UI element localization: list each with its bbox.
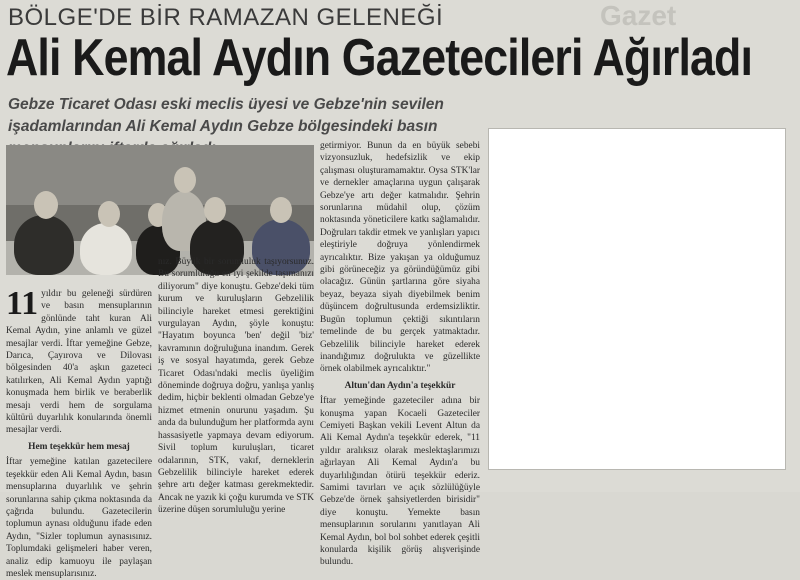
photo-face [204, 197, 226, 223]
photo-face [34, 191, 58, 219]
deck-subtitle: Gebze Ticaret Odası eski meclis üyesi ve Gebze'nin sevilen işadamlarından Ali Kemal Aydın Gebze bölgesindeki basın [8, 96, 444, 135]
article-column-1 [6, 285, 152, 580]
headline: Ali Kemal Aydın Gazetecileri Ağırladı [6, 29, 753, 87]
drop-cap: 11 [6, 285, 39, 322]
column-text: nız. Büyük bir sorumluluk taşıyorsunuz. Bu sorumluluğu en iyi şekilde taşımanızı diliyorum" diye konuştu. Gebze'deki tüm kurum ve kuruluşların Gebzelilik bilinciyle hareket etmesi gerektiğini vurgulayan Aydın, şöyle konuştu: "Hayatım boyunca 'ben' değil 'biz' kavramının doğruluğuna inandım. Gerek iş ve sosyal hayatımda, gerek Gebze Ticaret Odası'ndaki meclis üyeliğim döneminde doğruya doğru, yanlışa yanlış dedim, hiçbir beklenti olmadan Gebze'ye hizmet etmenin onurunu yaşadım. Şu anda da bulunduğum her platformda aynı hassasiyetle yapmaya devam ediyorum. Sivil toplum kuruluşları, ticaret odalarının, STK, vakıf, derneklerin Gebzelilik bilinciyle hareket ederek şehre artı değer katması gerekmektedir. Ancak ne yazık ki çoğu kurumda ve STK üzerine düşen sorumluluğu yerine [158, 257, 314, 516]
column-text: İftar yemeğinde gazeteciler adına bir konuşma yapan Kocaeli Gazeteciler Cemiyeti Başkan vekili Levent Altun da Ali Kemal Aydın'a teşekkür ederek, "11 yıldır aralıksız olarak meslektaşlarımızı ağırlayan Ali Kemal Aydın'a bu duyarlılığından ötürü teşekkür ederiz. Samimi tavırları ve açık sözlülüğüyle Gebze'de örnek şahsiyetlerden birisidir" diye konuştu. Yemekte basın mensuplarının sorularını yanıtlayan Ali Kemal Aydın, bol bol sohbet ederek çeşitli konularda kişilik görüş alışverişinde bulundu. [320, 396, 480, 568]
subheading: Altun'dan Aydın'a teşekkür [344, 380, 456, 391]
column-text: İftar yemeğine katılan gazetecilere teşekkür eden Ali Kemal Aydın, basın mensuplarına duyarlılık ve şehrin sorunlarına sahip çıkma noktasında da çağrıda bulundu. Gazetecilerin toplumun aynası olduğunu ifade eden Aydın, "Sizler toplumun aynasısınız. Toplumdaki gelişmeleri haber veren, analiz edip kamuoyu ile paylaşan meslek mensuplarısınız. [6, 457, 152, 579]
blank-advertisement-area [488, 128, 786, 470]
article-column-2 [158, 256, 314, 517]
column-text: yıldır bu geleneği sürdüren ve basın mensuplarının gönlünde taht kuran Ali Kemal Aydın, yine anlamlı ve güzel mesajlar verdi. İftar yemeğine Gebze, Darıca, Çayırova ve Dilovası bölgesinden 40'a aşkın gazeteci katılırken, Ali Kemal Aydın yaptığı konuşmada hem birlik ve beraberlik mesajı verdi hem de sorgulama kültürü duyarlılık konularında önemli mesajlar verdi. [6, 289, 152, 436]
column-text: getirmiyor. Bunun da en büyük sebebi vizyonsuzluk, hedefsizlik ve ekip çalışması oluşturamamaktır. Oysa STK'lar ve dernekler amaçlarına uygun çalışarak Gebze'ye artı değer katmalıdır. Şehrin sorunlarına müdahil olup, çözüm noktasında yöneticilere katkı sağlamalıdır. Doğruları takdir etmek ve yanlışları yapıcı eleştiriyle doğruya yönlendirmek ayrıcalıktır. Bize yakışan ya olduğumuz gibi görüneceğiz ya göründüğümüz gibi olacağız. Günün şartlarına göre siyaha beyaz, beyaza siyah diyebilmek benim düşüncem doğrultusunda erdemsizliktir. Bugün toplumun çektiği sıkıntıların temelinde de bu gerçek yatmaktadır. Gebzelilik bilinciyle hareket ederek inandığımız doğrulukta ve güzellikte örnek olabilmek ayrıcalıktır." [320, 141, 480, 375]
kicker-heading: BÖLGE'DE BİR RAMAZAN GELENEĞİ [8, 4, 444, 31]
photo-person [14, 215, 74, 275]
photo-face [98, 201, 120, 227]
subheading: Hem teşekkür hem mesaj [28, 441, 130, 452]
photo-face [270, 197, 292, 223]
photo-face [174, 167, 196, 193]
photo-person [80, 223, 132, 275]
bleed-through-text: Gazet [600, 0, 677, 30]
article-column-3 [320, 140, 480, 569]
